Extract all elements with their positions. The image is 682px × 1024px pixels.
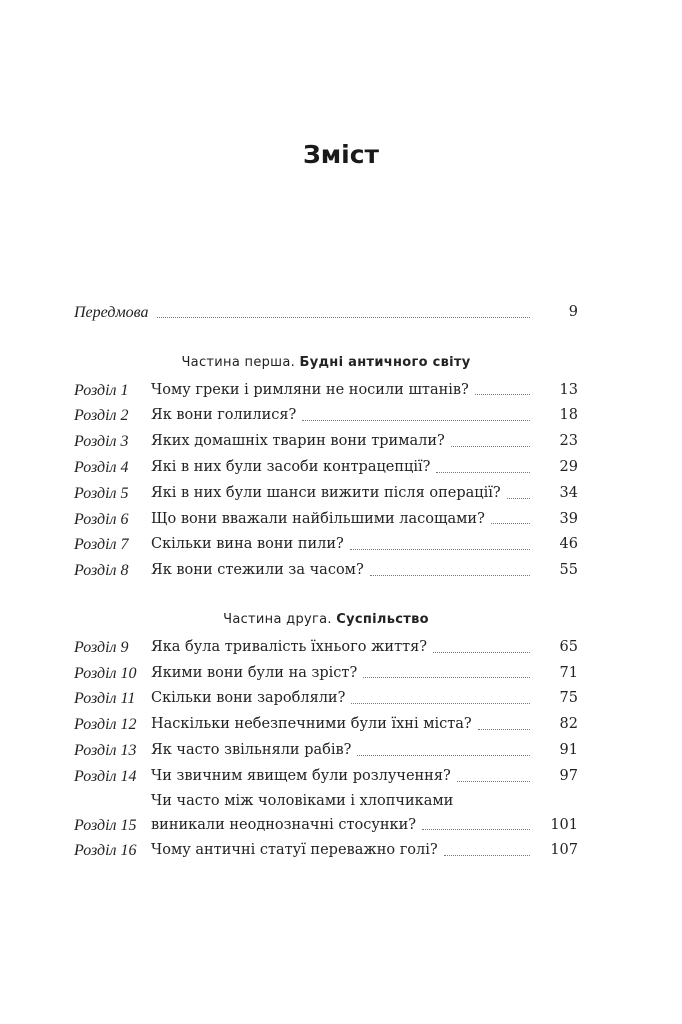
dot-leader [444, 855, 530, 856]
chapter-title [151, 764, 530, 790]
chapter-title [151, 403, 530, 429]
chapter-label: Розділ 6 [74, 510, 129, 528]
page-number: 29 [559, 458, 578, 475]
title-text: Які в них були шанси вижити після операції? [151, 484, 501, 501]
chapter-label: Розділ 3 [74, 433, 129, 451]
page-number: 23 [559, 433, 578, 450]
chapter-title [151, 661, 530, 687]
title-line [151, 635, 530, 661]
toc-entry[interactable] [74, 738, 578, 764]
page-number: 101 [550, 816, 578, 833]
title-text: Чи часто між чоловіками і хлопчиками [151, 792, 454, 809]
toc-entry[interactable] [74, 507, 578, 533]
chapter-title [151, 712, 530, 738]
spacer [74, 584, 578, 607]
title-text: Скільки вони заробляли? [151, 690, 346, 707]
title-text: Чи звичним явищем були розлучення? [151, 767, 451, 784]
part-prefix: Частина друга. [223, 611, 332, 627]
page-title: Зміст [302, 140, 380, 169]
toc-entry[interactable] [74, 838, 578, 864]
title-line [151, 790, 530, 813]
entry-label: Передмова [74, 304, 149, 321]
dot-leader [475, 394, 530, 395]
dot-leader [302, 420, 530, 421]
toc-entry[interactable] [74, 481, 578, 507]
title-text: Яка була тривалість їхнього життя? [151, 638, 428, 655]
chapter-label: Розділ 8 [74, 562, 129, 580]
toc-entry[interactable] [74, 712, 578, 738]
title-text: Чому греки і римляни не носили штанів? [151, 381, 469, 398]
title-text: Скільки вина вони пили? [151, 536, 344, 553]
toc-entry[interactable] [74, 790, 578, 839]
dot-leader [363, 677, 530, 678]
dot-leader [157, 317, 531, 318]
title-text: Яких домашніх тварин вони тримали? [151, 433, 445, 450]
title-line [151, 661, 530, 687]
chapter-label: Розділ 12 [74, 716, 137, 734]
title-text: Що вони вважали найбільшими ласощами? [151, 510, 485, 527]
page-number: 9 [568, 304, 578, 320]
chapter-label: Розділ 10 [74, 664, 137, 682]
dot-leader [370, 575, 530, 576]
chapter-label: Розділ 13 [74, 741, 137, 759]
dot-leader [433, 652, 530, 653]
title-line [151, 764, 530, 790]
toc-entry[interactable] [74, 532, 578, 558]
chapter-title [151, 790, 530, 839]
chapter-label: Розділ 1 [74, 381, 129, 399]
toc-entry-preface[interactable] [74, 300, 578, 326]
page-number: 46 [559, 536, 578, 553]
dot-leader [491, 523, 530, 524]
title-line [151, 455, 530, 481]
page-number: 75 [559, 690, 578, 707]
chapter-title [151, 558, 530, 584]
part-name: Суспільство [336, 611, 429, 627]
title-line [151, 813, 530, 839]
toc-entry[interactable] [74, 686, 578, 712]
title-text: Чому античні статуї переважно голі? [151, 842, 438, 859]
dot-leader [350, 549, 530, 550]
spacer [74, 326, 578, 350]
title-text: Наскільки небезпечними були їхні міста? [151, 716, 472, 733]
chapter-title [151, 635, 530, 661]
title-line [151, 838, 530, 864]
toc-entry[interactable] [74, 635, 578, 661]
dot-leader [507, 498, 530, 499]
chapter-label: Розділ 7 [74, 536, 129, 554]
page-number: 91 [559, 741, 578, 758]
part-prefix: Частина перша. [181, 354, 296, 370]
title-text: Як вони голилися? [151, 407, 297, 424]
part-name: Будні античного світу [299, 354, 471, 370]
part-heading [74, 607, 578, 633]
title-text: виникали неоднозначні стосунки? [151, 816, 417, 833]
page-number: 18 [559, 407, 578, 424]
page-number: 107 [550, 842, 578, 859]
title-line [151, 686, 530, 712]
chapter-label: Розділ 16 [74, 842, 137, 860]
dot-leader [357, 755, 530, 756]
chapter-title [151, 686, 530, 712]
title-text: Які в них були засоби контрацепції? [151, 458, 431, 475]
chapter-label: Розділ 2 [74, 407, 129, 425]
toc-entry[interactable] [74, 558, 578, 584]
dot-leader [422, 829, 530, 830]
title-line [151, 558, 530, 584]
title-text: Як часто звільняли рабів? [151, 741, 352, 758]
chapter-title [151, 838, 530, 864]
title-line [151, 712, 530, 738]
chapter-label: Розділ 9 [74, 638, 129, 656]
title-text: Якими вони були на зріст? [151, 664, 358, 681]
part-heading [74, 350, 578, 376]
title-line [151, 429, 530, 455]
toc-entry[interactable] [74, 378, 578, 404]
page-number: 34 [559, 484, 578, 501]
chapter-label: Розділ 4 [74, 458, 129, 476]
toc-entry[interactable] [74, 429, 578, 455]
chapter-label: Розділ 14 [74, 767, 137, 785]
chapter-title [151, 378, 530, 404]
dot-leader [478, 729, 530, 730]
toc-entry[interactable] [74, 455, 578, 481]
dot-leader [457, 781, 530, 782]
title-line [151, 481, 530, 507]
page-number: 97 [559, 767, 578, 784]
dot-leader [351, 703, 530, 704]
chapter-title [151, 507, 530, 533]
dot-leader [451, 446, 530, 447]
table-of-contents [74, 300, 578, 864]
chapter-title [151, 532, 530, 558]
chapter-title [151, 455, 530, 481]
page-number: 71 [559, 664, 578, 681]
title-line [151, 738, 530, 764]
chapter-title [151, 429, 530, 455]
page-number: 13 [559, 381, 578, 398]
toc-entry[interactable] [74, 661, 578, 687]
dot-leader [436, 472, 530, 473]
title-text: Як вони стежили за часом? [151, 562, 364, 579]
page-number: 82 [559, 716, 578, 733]
title-line [151, 507, 530, 533]
chapter-label: Розділ 11 [74, 690, 136, 708]
toc-entry[interactable] [74, 403, 578, 429]
title-line [151, 378, 530, 404]
chapter-label: Розділ 15 [74, 816, 137, 834]
chapter-title [151, 481, 530, 507]
chapter-label: Розділ 5 [74, 484, 129, 502]
title-line [151, 403, 530, 429]
page-number: 65 [559, 638, 578, 655]
toc-entry[interactable] [74, 764, 578, 790]
chapter-title [151, 738, 530, 764]
page-number: 39 [559, 510, 578, 527]
page-number: 55 [559, 562, 578, 579]
title-line [151, 532, 530, 558]
